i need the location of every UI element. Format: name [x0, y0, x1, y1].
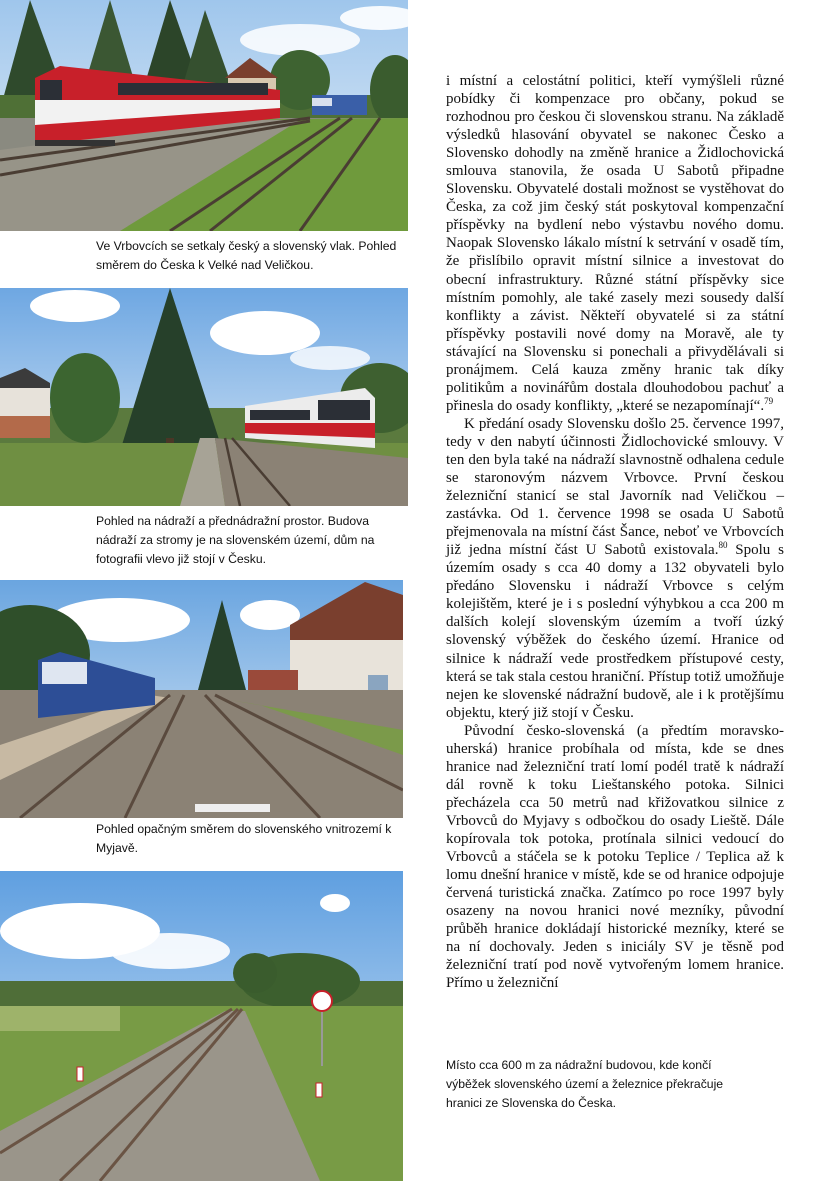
caption-photo-1: Ve Vrbovcích se setkaly český a slovenský vlak. Pohled směrem do Česka k Velké nad Veličkou.	[96, 239, 397, 272]
caption-photo-4: Místo cca 600 m za nádražní budovou, kde končí výběžek slovenského území a železnice překračuje hranici ze Slovenska do Česka.	[446, 1058, 724, 1110]
photo-trains-meeting	[0, 0, 408, 231]
paragraph-2-text-b: Spolu s územím osady s cca 40 domy a 132 obyvateli bylo předáno Slovensku i nádraží Vrbovce s celým kolejištěm, které je i s poslední výhybkou a cca 200 m dalších kolejí slovenským územím a tvoří úzký slovenský výběžek do českého území. Hranice od silnice k nádraží vede prostředkem přístupové cesty, která se tak stala cestou hraniční. Přístup totiž umožňuje nejen ke slovenské nádražní budově, ale i k protějšímu objektu, který již stojí v Česku.	[446, 542, 784, 721]
paragraph-1	[446, 72, 784, 415]
footnote-ref-79: 79	[764, 395, 774, 406]
paragraph-2-text-a: K předání osady Slovensku došlo 25. července 1997, tedy v den nabytí účinnosti Židlochovické smlouvy. V ten den byla také na nádraží slavnostně odhalena cedule se staronovým názvem Vrbovce. První českou železniční stanicí se stal Javorník nad Veličkou – zastávka. Od 1. července 1998 se osada U Sabotů přejmenovala na místní část Šance, neboť ve Vrbovcích již jedna místní část U Sabotů existovala.	[446, 415, 784, 559]
paragraph-3: Původní česko-slovenská (a předtím moravsko-uherská) hranice probíhala od místa, kde se dnes hranice nad železniční tratí lomí podél tratě k nádraží dál rovně k toku Lieštanského potoka. Silnici přecházela cca 50 metrů nad křižovatkou silnice z Vrbovců do Myjavy s odbočkou do osady Lieště. Dále kopírovala tok potoka, protínala silnici vedoucí do Vrbovců a stáčela se k potoku Teplice / Teplica až k lomu dnešní hranice v místě, kde se od hranice odpojuje červená turistická značka. Zatímco po roce 1997 byly osazeny na novou hranici nové mezníky, původní průběh hranice dokládají historické mezníky, které se na ní dochovaly. Jeden s iniciály SV je těsně pod železniční tratí pod nově vytvořeným lomem hranice. Přímo u železniční	[446, 722, 784, 992]
article-text	[446, 72, 784, 992]
photo-station-forecourt	[0, 288, 408, 506]
caption-photo-2: Pohled na nádraží a přednádražní prostor. Budova nádraží za stromy je na slovenském území, dům na fotografii vlevo již stojí v Česku.	[96, 514, 375, 566]
footnote-ref-80: 80	[718, 540, 728, 551]
paragraph-2	[446, 415, 784, 722]
caption-photo-3: Pohled opačným směrem do slovenského vnitrozemí k Myjavě.	[96, 822, 392, 855]
photo-toward-myjava	[0, 580, 403, 818]
photo-border-crossing	[0, 871, 403, 1181]
paragraph-1-text: i místní a celostátní politici, kteří vymýšleli různé pobídky či kompenzace pro občany, pokud se rozhodnou pro českou či slovenskou stranu. Na základě výsledků hlasování obyvatel se nakonec Česko a Slovensko dohodly na změně hranice a Židlochovická smlouva stanovila, že osada U Sabotů připadne Slovensku. Obyvatelé dostali možnost se vystěhovat do Česka, za což jim český stát poskytoval kompenzační příspěvky na bydlení nebo výstavbu nového domu. Naopak Slovensko lákalo místní k setrvání v osadě tím, že přislíbilo opravit místní silnice a investovat do obecní infrastruktury. Různé státní příspěvky sice místním pomohly, ale také zasely mezi sousedy další konflikty a závist. Někteří obyvatelé si za státní příspěvky postavili nové domy na Moravě, ale ty stávající na Slovensku si ponechali a přivydělávali si pronájmem. Celá kauza změny hranic tak díky politikům a novinářům dostala dlouhodobou pachuť a přinesla do osady konflikty, „které se nezapomínají“.	[446, 73, 784, 414]
